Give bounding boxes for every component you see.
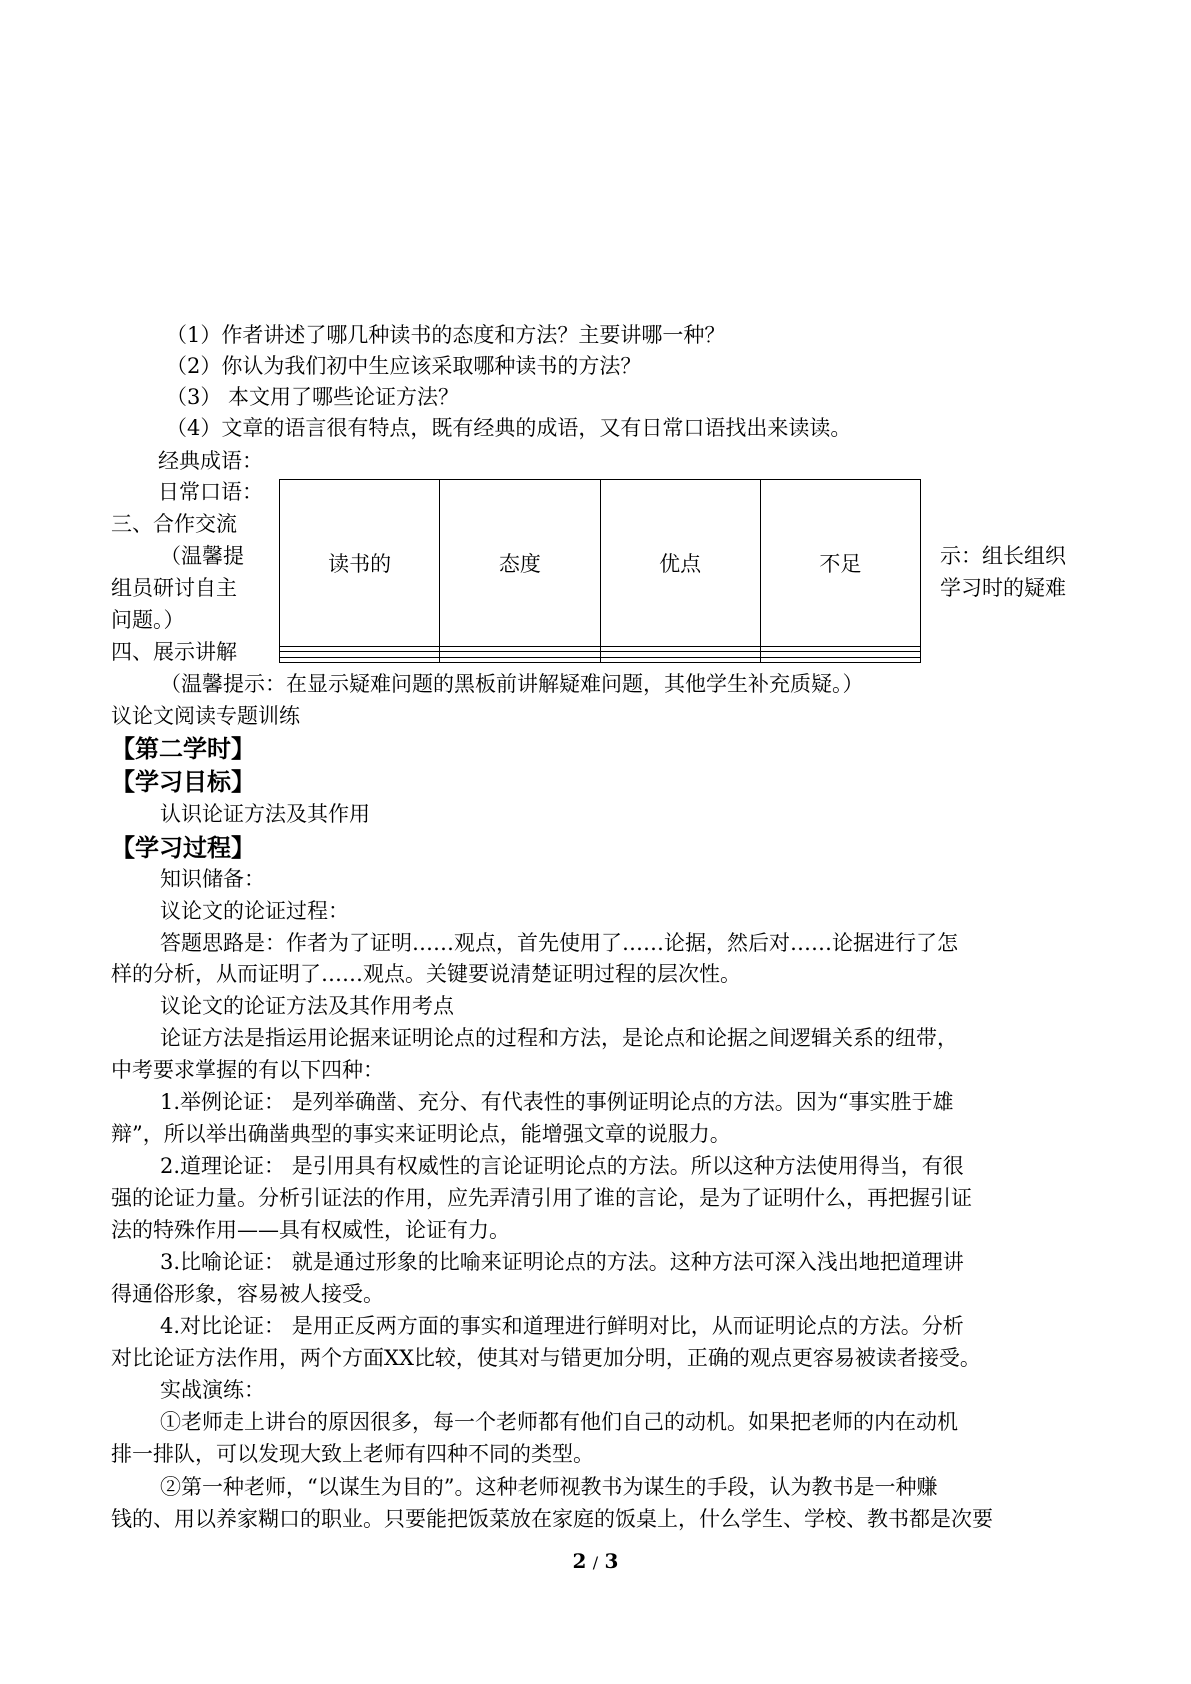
page-current: 2 xyxy=(572,1549,587,1573)
section3-tip-right2: 学习时的疑难 xyxy=(940,576,1066,600)
body-line: 样的分析，从而证明了……观点。关键要说清楚证明过程的层次性。 xyxy=(111,962,741,986)
table-header-cell: 优点 xyxy=(600,480,760,647)
table-header-cell: 读书的 xyxy=(280,480,440,647)
table-cell xyxy=(280,657,440,662)
section3-tip-line1: （温馨提 xyxy=(160,544,244,568)
body-line: 论证方法是指运用论据来证明论点的过程和方法，是论点和论据之间逻辑关系的纽带， xyxy=(160,1026,958,1050)
idioms-label: 经典成语： xyxy=(158,449,263,473)
section3-tip-right1: 示：组长组织 xyxy=(940,544,1066,568)
reading-attitude-table xyxy=(279,479,921,663)
body-line: 答题思路是：作者为了证明……观点，首先使用了……论据，然后对……论据进行了怎 xyxy=(160,931,958,955)
page-number xyxy=(0,1549,1191,1573)
body-line: 议论文的论证过程： xyxy=(160,899,349,923)
table-header-cell: 态度 xyxy=(440,480,600,647)
body-line: 知识储备： xyxy=(160,867,265,891)
table-cell xyxy=(440,657,600,662)
section4-heading: 四、展示讲解 xyxy=(111,640,237,664)
table-cell xyxy=(600,657,760,662)
body-line: 1.举例论证： 是列举确凿、充分、有代表性的事例证明论点的方法。因为“事实胜于雄 xyxy=(160,1090,954,1114)
body-line: 辩”，所以举出确凿典型的事实来证明论点，能增强文章的说服力。 xyxy=(111,1122,731,1146)
section3-tip-line2: 组员研讨自主 xyxy=(111,576,237,600)
body-line: 钱的、用以养家糊口的职业。只要能把饭菜放在家庭的饭桌上，什么学生、学校、教书都是次要 xyxy=(111,1507,993,1531)
process-heading: 【学习过程】 xyxy=(111,834,255,862)
body-line: 4.对比论证： 是用正反两方面的事实和道理进行鲜明对比，从而证明论点的方法。分析 xyxy=(160,1314,964,1338)
body-line: 对比论证方法作用，两个方面XX比较，使其对与错更加分明，正确的观点更容易被读者接受。 xyxy=(111,1346,981,1370)
body-line: ①老师走上讲台的原因很多，每一个老师都有他们自己的动机。如果把老师的内在动机 xyxy=(160,1410,958,1434)
period-heading: 【第二学时】 xyxy=(111,735,255,763)
page-total: 3 xyxy=(604,1549,619,1573)
lesson-title: 议论文阅读专题训练 xyxy=(111,704,300,728)
table-header-cell: 不足 xyxy=(760,480,920,647)
body-line: 议论文的论证方法及其作用考点 xyxy=(160,994,454,1018)
section4-tip: （温馨提示：在显示疑难问题的黑板前讲解疑难问题，其他学生补充质疑。） xyxy=(160,672,864,696)
body-line: 3.比喻论证： 就是通过形象的比喻来证明论点的方法。这种方法可深入浅出地把道理讲 xyxy=(160,1250,964,1274)
section3-tip-line3: 问题。） xyxy=(111,608,185,632)
body-line: 中考要求掌握的有以下四种： xyxy=(111,1058,384,1082)
section3-heading: 三、合作交流 xyxy=(111,512,237,536)
body-line: ②第一种老师，“以谋生为目的”。这种老师视教书为谋生的手段，认为教书是一种赚 xyxy=(160,1475,938,1499)
question-2: （2）你认为我们初中生应该采取哪种读书的方法？ xyxy=(166,354,642,378)
page-separator: / xyxy=(592,1553,599,1572)
body-line: 法的特殊作用——具有权威性，论证有力。 xyxy=(111,1218,510,1242)
body-line: 得通俗形象，容易被人接受。 xyxy=(111,1282,384,1306)
question-4: （4）文章的语言很有特点，既有经典的成语，又有日常口语找出来读读。 xyxy=(166,416,852,440)
body-line: 2.道理论证： 是引用具有权威性的言论证明论点的方法。所以这种方法使用得当，有很 xyxy=(160,1154,964,1178)
table-row xyxy=(280,657,921,662)
body-line: 强的论证力量。分析引证法的作用，应先弄清引用了谁的言论，是为了证明什么，再把握引证 xyxy=(111,1186,972,1210)
question-3: （3） 本文用了哪些论证方法？ xyxy=(166,385,460,409)
goals-heading: 【学习目标】 xyxy=(111,768,255,796)
body-line: 排一排队，可以发现大致上老师有四种不同的类型。 xyxy=(111,1442,594,1466)
question-1: （1）作者讲述了哪几种读书的态度和方法？主要讲哪一种？ xyxy=(166,323,726,347)
table-cell xyxy=(760,657,920,662)
table-header-row xyxy=(280,480,921,647)
learning-goal: 认识论证方法及其作用 xyxy=(160,802,370,826)
colloquial-label: 日常口语： xyxy=(158,480,263,504)
body-line: 实战演练： xyxy=(160,1378,265,1402)
